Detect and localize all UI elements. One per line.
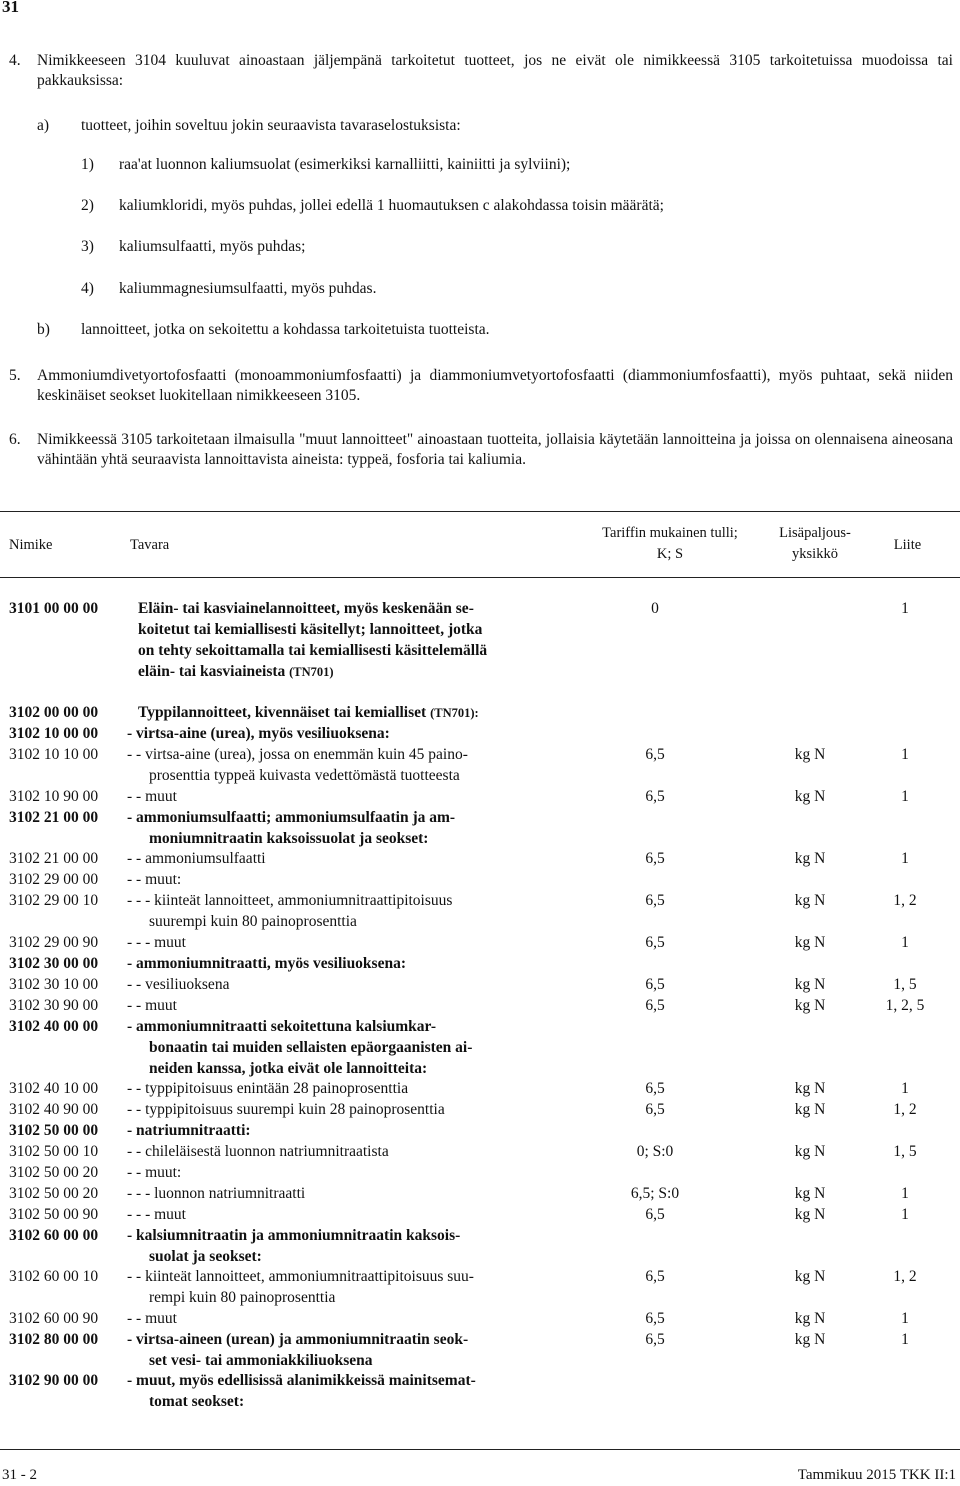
supplementary-unit: kg N [794,1206,826,1223]
annex-note: 1, 2 [893,1268,917,1285]
goods-description [127,1266,565,1308]
commodity-code: 3102 30 00 00 [9,955,99,972]
note-5-number: 5. [9,367,21,384]
commodity-code: 3102 60 00 00 [9,1227,99,1244]
goods-description [127,807,565,849]
duty-rate: 6,5 [645,892,665,909]
goods-description [127,1099,565,1120]
description-line: - - muut: [127,871,182,888]
description-line: - - vesiliuoksena [127,976,230,993]
goods-description [127,1370,565,1412]
description-line: - - typpipitoisuus suurempi kuin 28 painoprosenttia [127,1101,445,1118]
annex-note: 1 [901,934,909,951]
goods-description [127,848,565,869]
note-4b-label: b) [37,321,50,338]
supplementary-unit: kg N [794,997,826,1014]
list-item-text: kaliumsulfaatti, myös puhdas; [119,238,306,255]
description-line-text: Typpilannoitteet, kivennäiset tai kemialliset [138,704,427,721]
list-item-number: 2) [81,197,94,214]
goods-description [127,723,565,744]
goods-description [138,702,565,724]
description-line: - - virtsa-aine (urea), jossa on enemmän kuin 45 paino- [127,746,468,763]
description-line: - ammoniumsulfaatti; ammoniumsulfaatin ja am- [127,809,456,826]
goods-description [127,1183,565,1204]
list-item-number: 3) [81,238,94,255]
description-line: - - - luonnon natriumnitraatti [127,1185,306,1202]
goods-description [127,1329,565,1371]
header-nimike: Nimike [9,537,53,553]
description-line [138,702,565,724]
commodity-code: 3102 29 00 00 [9,871,99,888]
annex-note: 1 [901,1310,909,1327]
commodity-code: 3102 10 00 00 [9,725,99,742]
supplementary-unit: kg N [794,1101,826,1118]
duty-rate: 6,5 [645,1310,665,1327]
description-line: - - muut [127,1310,177,1327]
goods-description [127,995,565,1016]
description-line: - virtsa-aineen (urean) ja ammoniumnitraatin seok- [127,1331,469,1348]
commodity-code: 3102 21 00 00 [9,850,99,867]
description-line: moniumnitraatin kaksoissuolat ja seokset: [149,830,429,847]
description-line: - kalsiumnitraatin ja ammoniumnitraatin kaksois- [127,1227,461,1244]
annex-note: 1 [901,1080,909,1097]
goods-description [127,932,565,953]
goods-description [127,1016,565,1079]
annex-note: 1 [901,1206,909,1223]
duty-rate: 6,5 [645,746,665,763]
description-line [138,661,565,683]
duty-rate: 6,5 [645,934,665,951]
goods-description [127,1308,565,1329]
description-line: - virtsa-aine (urea), myös vesiliuoksena: [127,725,390,742]
description-line: koitetut tai kemiallisesti käsitellyt; lannoitteet, jotka [138,621,483,638]
description-line: tomat seokset: [149,1393,245,1410]
commodity-code: 3102 29 00 10 [9,892,99,909]
annex-note: 1, 2 [893,892,917,909]
commodity-code: 3102 40 10 00 [9,1080,99,1097]
supplementary-unit: kg N [794,1080,826,1097]
commodity-code: 3102 50 00 20 [9,1164,99,1181]
goods-description [127,1078,565,1099]
commodity-code: 3102 29 00 90 [9,934,99,951]
supplementary-unit: kg N [794,934,826,951]
supplementary-unit: kg N [794,1268,826,1285]
description-line-text: eläin- tai kasviaineista [138,663,286,680]
description-line: - - muut [127,997,177,1014]
annex-note: 1, 5 [893,1143,917,1160]
description-line: - - kiinteät lannoitteet, ammoniumnitraattipitoisuus suu- [127,1268,474,1285]
description-line: neiden kanssa, jotka eivät ole lannoitteita: [149,1060,428,1077]
goods-description [127,869,565,890]
description-line: - - muut: [127,1164,182,1181]
duty-rate: 6,5 [645,788,665,805]
supplementary-unit: kg N [794,746,826,763]
note-4-number: 4. [9,52,21,69]
commodity-code: 3102 60 00 90 [9,1310,99,1327]
goods-description [127,953,565,974]
list-item-number: 1) [81,156,94,173]
commodity-code: 3102 10 10 00 [9,746,99,763]
note-4-text: Nimikkeeseen 3104 kuuluvat ainoastaan jäljempänä tarkoitetut tuotteet, jos ne eivät ole nimikkeessä 3105 tarkoitetuissa muodoissa tai pakkauksissa: [37,52,953,89]
tariff-note-ref: (TN701) [289,665,334,679]
description-line: - - typpipitoisuus enintään 28 painoprosenttia [127,1080,409,1097]
description-line: - ammoniumnitraatti sekoitettuna kalsiumkar- [127,1018,436,1035]
commodity-code: 3102 50 00 20 [9,1185,99,1202]
annex-note: 1, 2, 5 [885,997,925,1014]
annex-note: 1 [901,600,909,617]
commodity-code: 3102 90 00 00 [9,1372,99,1389]
list-item-text: raa'at luonnon kaliumsuolat (esimerkiksi karnalliitti, kainiitti ja sylviini); [119,156,571,173]
footer-edition: Tammikuu 2015 TKK II:1 [797,1467,956,1483]
commodity-code: 3101 00 00 00 [9,600,99,617]
commodity-code: 3102 21 00 00 [9,809,99,826]
goods-description [127,1141,565,1162]
commodity-code: 3102 50 00 90 [9,1206,99,1223]
commodity-code: 3102 50 00 00 [9,1122,99,1139]
annex-note: 1 [901,850,909,867]
table-top-rule [0,511,960,512]
description-line: - - chileläisestä luonnon natriumnitraatista [127,1143,389,1160]
note-4b-text: lannoitteet, jotka on sekoitettu a kohdassa tarkoitetuista tuotteista. [81,321,490,338]
header-liite: Liite [893,537,922,553]
footer-page-ref: 31 - 2 [2,1467,37,1483]
list-item-number: 4) [81,280,94,297]
supplementary-unit: kg N [794,788,826,805]
description-line: set vesi- tai ammoniakkiliuoksena [149,1352,373,1369]
duty-rate: 6,5 [645,1268,665,1285]
commodity-code: 3102 10 90 00 [9,788,99,805]
duty-rate: 0 [651,600,659,617]
annex-note: 1, 5 [893,976,917,993]
supplementary-unit: kg N [794,976,826,993]
supplementary-unit: kg N [794,1310,826,1327]
note-6-text: Nimikkeessä 3105 tarkoitetaan ilmaisulla "muut lannoitteet" ainoastaan tuotteita, jollaisia käytetään lannoitteina ja joissa on olennaisena aineosana vähintään yhtä seuraavista lannoittavista aineista: typpeä, fosforia tai kaliumia. [37,431,953,468]
description-line: - - - kiinteät lannoitteet, ammoniumnitraattipitoisuus [127,892,453,909]
footer-rule [0,1449,960,1450]
supplementary-unit: kg N [794,892,826,909]
header-tavara: Tavara [130,537,170,553]
commodity-code: 3102 40 00 00 [9,1018,99,1035]
duty-rate: 6,5 [645,976,665,993]
commodity-code: 3102 30 90 00 [9,997,99,1014]
header-supplementary-unit: Lisäpaljous- yksikkö [779,525,851,562]
duty-rate: 6,5 [645,997,665,1014]
list-item-text: kaliumkloridi, myös puhdas, jollei edellä 1 huomautuksen c alakohdassa toisin määrätä; [119,197,664,214]
commodity-code: 3102 80 00 00 [9,1331,99,1348]
description-line: suolat ja seokset: [149,1248,262,1265]
goods-description [127,1162,565,1183]
duty-rate: 6,5 [645,1331,665,1348]
page-number: 31 [2,0,19,16]
description-line: bonaatin tai muiden sellaisten epäorgaanisten ai- [149,1039,473,1056]
goods-description [127,1225,565,1267]
annex-note: 1, 2 [893,1101,917,1118]
description-line: - natriumnitraatti: [127,1122,251,1139]
note-4a-label: a) [37,117,50,134]
supplementary-unit: kg N [794,1331,826,1348]
description-line: on tehty sekoittamalla tai kemiallisesti käsittelemällä [138,642,488,659]
duty-rate: 0; S:0 [636,1143,674,1160]
supplementary-unit: kg N [794,1185,826,1202]
description-line: rempi kuin 80 painoprosenttia [149,1289,336,1306]
description-line: - - - muut [127,934,186,951]
description-line: - muut, myös edellisissä alanimikkeissä mainitsemat- [127,1372,476,1389]
annex-note: 1 [901,1331,909,1348]
annex-note: 1 [901,1185,909,1202]
commodity-code: 3102 30 10 00 [9,976,99,993]
description-line: suurempi kuin 80 painoprosenttia [149,913,357,930]
header-tariff: Tariffin mukainen tulli; K; S [602,525,738,562]
duty-rate: 6,5 [645,1101,665,1118]
commodity-code: 3102 00 00 00 [9,704,99,721]
goods-description [127,1204,565,1225]
duty-rate: 6,5; S:0 [630,1185,680,1202]
commodity-code: 3102 60 00 10 [9,1268,99,1285]
supplementary-unit: kg N [794,1143,826,1160]
description-line: - ammoniumnitraatti, myös vesiliuoksena: [127,955,406,972]
note-4a-text: tuotteet, joihin soveltuu jokin seuraavista tavaraselostuksista: [81,117,461,134]
supplementary-unit: kg N [794,850,826,867]
description-line: Eläin- tai kasviainelannoitteet, myös keskenään se- [138,600,474,617]
commodity-code: 3102 40 90 00 [9,1101,99,1118]
note-6-number: 6. [9,431,21,448]
goods-description [127,786,565,807]
note-5-text: Ammoniumdivetyortofosfaatti (monoammoniumfosfaatti) ja diammoniumvetyortofosfaatti (diammoniumfosfaatti), myös puhtaat, sekä niiden keskinäiset seokset luokitellaan nimikkeeseen 3105. [37,367,953,404]
description-line: - - ammoniumsulfaatti [127,850,266,867]
description-line: prosenttia typpeä kuivasta vedettömästä tuotteesta [149,767,460,784]
list-item-text: kaliummagnesiumsulfaatti, myös puhdas. [119,280,377,297]
annex-note: 1 [901,746,909,763]
table-header-rule [0,577,960,578]
goods-description [127,744,565,786]
duty-rate: 6,5 [645,850,665,867]
description-line: - - muut [127,788,177,805]
description-line: - - - muut [127,1206,186,1223]
tariff-note-ref: (TN701): [430,706,479,720]
duty-rate: 6,5 [645,1080,665,1097]
goods-description [138,598,565,683]
goods-description [127,974,565,995]
commodity-code: 3102 50 00 10 [9,1143,99,1160]
duty-rate: 6,5 [645,1206,665,1223]
goods-description [127,1120,565,1141]
annex-note: 1 [901,788,909,805]
goods-description [127,890,565,932]
